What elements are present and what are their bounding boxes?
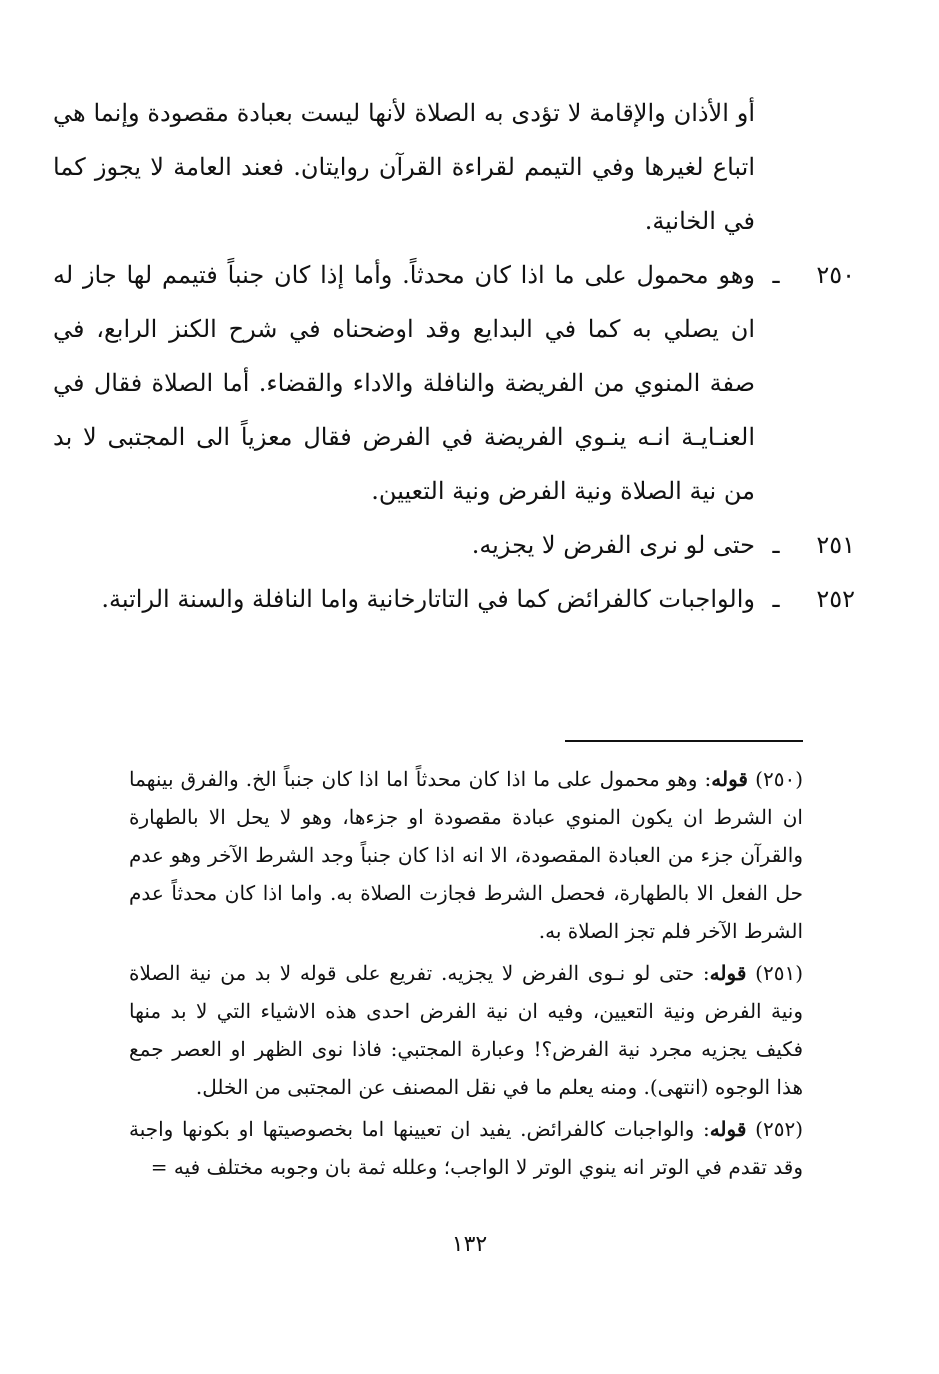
footnote-number: (٢٥٠) [755,767,803,791]
entry-number: ٢٥١ [816,531,855,559]
footnote-252 [129,1110,803,1186]
entry-text: وهو محمول على ما اذا كان محدثاً. وأما إذا كان جنباً فتيمم لها جاز له ان يصلي به كما في البدايع وقد اوضحناه في شرح الكنز الرابع، في صفة المنوي من الفريضة والنافلة والاداء والقضاء. أما الصلاة فقال في العنـايـة انـه ينـوي الفريضة في الفرض فقال معزياً الى المجتبى لا بد من نية الصلاة ونية الفرض ونية التعيين. [53,261,755,505]
intro-text: أو الأذان والإقامة لا تؤدى به الصلاة لأنها ليست بعبادة مقصودة وإنما هي اتباع لغيرها وفي التيمم لقراءة القرآن روايتان. فعند العامة لا يجوز كما في الخانية. [53,99,755,235]
main-text [53,86,855,626]
entry-dash: ـ [772,585,780,613]
entry-number: ٢٥٠ [816,261,855,289]
footnote-text: : وهو محمول على ما اذا كان محدثاً اما اذا كان جنباً الخ. والفرق بينهما ان الشرط ان يكون المنوي عبادة مقصودة او جزءها، وهو لا يحل الا بالطهارة والقرآن جزء من العبادة المقصودة، الا انه اذا كان جنباً وجد الشرط الآخر وهو عدم حل الفعل الا بالطهارة، فحصل الشرط فجازت الصلاة به. واما اذا كان محدثاً عدم الشرط الآخر فلم تجز الصلاة به. [129,767,803,943]
footnote-250 [129,760,803,950]
footnote-number: (٢٥٢) [755,1117,803,1141]
footnote-label: قوله [709,1117,747,1141]
entry-252 [53,572,855,626]
entry-250 [53,248,855,518]
entry-251 [53,518,855,572]
footnote-number: (٢٥١) [755,961,803,985]
footnote-divider [565,740,803,742]
page-number: ١٣٢ [451,1232,488,1257]
entry-text: حتى لو نرى الفرض لا يجزيه. [471,531,755,559]
footnotes [129,760,803,1190]
entry-dash: ـ [772,261,780,289]
footnote-text: : والواجبات كالفرائض. يفيد ان تعيينها اما بخصوصيتها او بكونها واجبة وقد تقدم في الوتر انه ينوي الوتر لا الواجب؛ وعلله ثمة بان وجوبه مختلف فيه = [129,1117,803,1179]
entry-text: والواجبات كالفرائض كما في التاتارخانية واما النافلة والسنة الراتبة. [101,585,755,613]
footnote-label: قوله [711,767,748,791]
entry-number: ٢٥٢ [816,585,855,613]
footnote-text: : حتى لو نـوى الفرض لا يجزيه. تفريع على قوله لا بد من نية الصلاة ونية الفرض ونية التعيين، وفيه ان نية الفرض احدى هذه الاشياء التي لا بد منها فكيف يجزيه مجرد نية الفرض؟! وعبارة المجتبي: فاذا نوى الظهر او العصر جمع هذا الوجوه (انتهى). ومنه يعلم ما في نقل المصنف عن المجتبى من الخلل. [129,961,803,1099]
footnote-251 [129,954,803,1106]
footnote-label: قوله [709,961,747,985]
intro-paragraph [53,86,855,248]
entry-dash: ـ [772,531,780,559]
